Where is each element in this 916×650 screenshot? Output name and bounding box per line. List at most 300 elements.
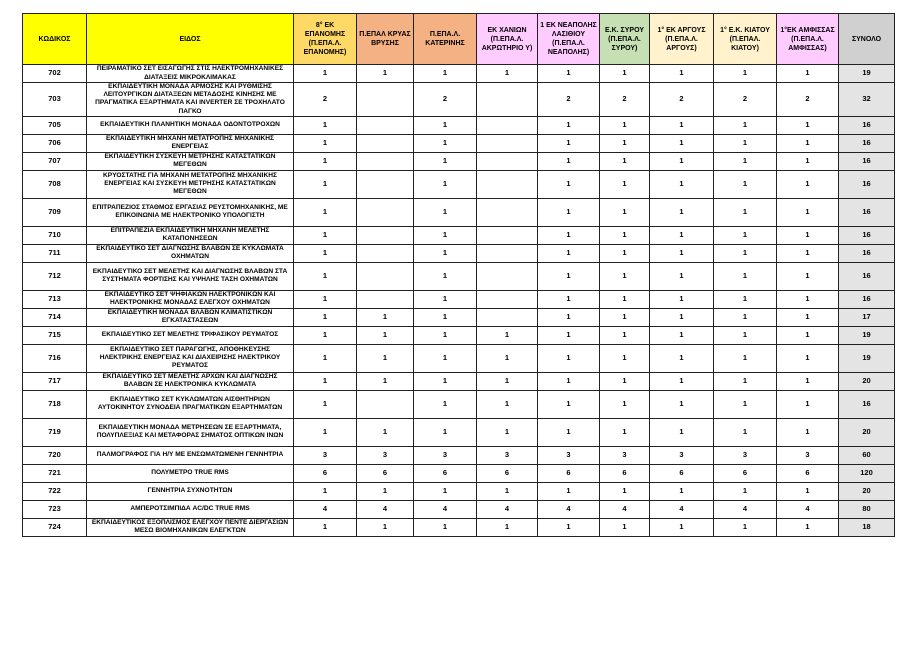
quantity-cell: 1 bbox=[714, 198, 777, 226]
quantity-cell: 1 bbox=[357, 372, 414, 390]
column-header-school: 8° ΕΚ ΕΠΑΝΟΜΗΣ (Π.ΕΠΑ.Λ. ΕΠΑΝΟΜΗΣ) bbox=[294, 14, 357, 65]
item-code-cell: 722 bbox=[23, 482, 87, 500]
total-cell: 16 bbox=[839, 262, 895, 290]
table-row bbox=[23, 308, 895, 326]
quantity-cell: 6 bbox=[414, 464, 477, 482]
quantity-cell: 1 bbox=[600, 116, 650, 134]
quantity-cell: 1 bbox=[777, 116, 839, 134]
quantity-cell: 1 bbox=[538, 198, 600, 226]
quantity-cell: 1 bbox=[777, 198, 839, 226]
quantity-cell bbox=[477, 308, 538, 326]
column-header-code: ΚΩΔΙΚΟΣ bbox=[23, 14, 87, 65]
table-row bbox=[23, 326, 895, 344]
quantity-cell bbox=[477, 152, 538, 170]
quantity-cell bbox=[477, 244, 538, 262]
quantity-cell: 6 bbox=[650, 464, 714, 482]
quantity-cell: 3 bbox=[538, 446, 600, 464]
quantity-cell: 4 bbox=[600, 500, 650, 518]
quantity-cell: 1 bbox=[600, 326, 650, 344]
quantity-cell: 1 bbox=[538, 152, 600, 170]
quantity-cell: 2 bbox=[650, 83, 714, 117]
quantity-cell: 1 bbox=[714, 244, 777, 262]
item-description-cell: ΕΚΠΑΙΔΕΥΤΙΚΟ ΣΕΤ ΜΕΛΕΤΗΣ ΤΡΙΦΑΣΙΚΟΥ ΡΕΥΜΑΤΟΣ bbox=[87, 326, 294, 344]
quantity-cell: 4 bbox=[477, 500, 538, 518]
quantity-cell: 3 bbox=[414, 446, 477, 464]
quantity-cell: 1 bbox=[414, 390, 477, 418]
total-cell: 60 bbox=[839, 446, 895, 464]
quantity-cell: 1 bbox=[600, 65, 650, 83]
item-description-cell: ΕΚΠΑΙΔΕΥΤΙΚΗ ΠΛΑΝΗΤΙΚΗ ΜΟΝΑΔΑ ΟΔΟΝΤΟΤΡΟΧΩΝ bbox=[87, 116, 294, 134]
quantity-cell: 1 bbox=[714, 518, 777, 536]
quantity-cell: 6 bbox=[714, 464, 777, 482]
table-row bbox=[23, 83, 895, 117]
column-header-school: Π.ΕΠΑ.Λ. ΚΑΤΕΡΙΝΗΣ bbox=[414, 14, 477, 65]
quantity-cell: 3 bbox=[600, 446, 650, 464]
quantity-cell: 1 bbox=[600, 152, 650, 170]
total-cell: 20 bbox=[839, 418, 895, 446]
item-description-cell: ΕΚΠΑΙΔΕΥΤΙΚΟ ΣΕΤ ΜΕΛΕΤΗΣ ΑΡΧΩΝ ΚΑΙ ΔΙΑΓΝΩΣΗΣ ΒΛΑΒΩΝ ΣΕ ΗΛΕΚΤΡΟΝΙΚΑ ΚΥΚΛΩΜΑΤΑ bbox=[87, 372, 294, 390]
quantity-cell: 2 bbox=[294, 83, 357, 117]
quantity-cell: 1 bbox=[538, 262, 600, 290]
quantity-cell: 1 bbox=[414, 262, 477, 290]
total-cell: 17 bbox=[839, 308, 895, 326]
quantity-cell: 6 bbox=[294, 464, 357, 482]
quantity-cell: 1 bbox=[650, 344, 714, 372]
table-row bbox=[23, 134, 895, 152]
quantity-cell: 1 bbox=[650, 482, 714, 500]
table-row bbox=[23, 482, 895, 500]
table-row bbox=[23, 170, 895, 198]
table-row bbox=[23, 446, 895, 464]
item-code-cell: 714 bbox=[23, 308, 87, 326]
quantity-cell: 3 bbox=[294, 446, 357, 464]
item-description-cell: ΠΑΛΜΟΓΡΑΦΟΣ ΓΙΑ Η/Υ ΜΕ ΕΝΣΩΜΑΤΩΜΕΝΗ ΓΕΝΝΗΤΡΙΑ bbox=[87, 446, 294, 464]
quantity-cell: 1 bbox=[777, 482, 839, 500]
quantity-cell: 1 bbox=[294, 134, 357, 152]
quantity-cell: 1 bbox=[600, 226, 650, 244]
total-cell: 16 bbox=[839, 244, 895, 262]
quantity-cell: 4 bbox=[714, 500, 777, 518]
table-row bbox=[23, 500, 895, 518]
quantity-cell: 1 bbox=[714, 308, 777, 326]
quantity-cell: 1 bbox=[714, 170, 777, 198]
table-row bbox=[23, 464, 895, 482]
quantity-cell: 1 bbox=[650, 262, 714, 290]
quantity-cell: 2 bbox=[414, 83, 477, 117]
quantity-cell: 1 bbox=[357, 482, 414, 500]
quantity-cell: 1 bbox=[600, 262, 650, 290]
quantity-cell: 3 bbox=[650, 446, 714, 464]
quantity-cell: 2 bbox=[777, 83, 839, 117]
item-code-cell: 717 bbox=[23, 372, 87, 390]
quantity-cell: 1 bbox=[357, 65, 414, 83]
item-code-cell: 712 bbox=[23, 262, 87, 290]
quantity-cell: 1 bbox=[538, 116, 600, 134]
item-code-cell: 702 bbox=[23, 65, 87, 83]
quantity-cell: 1 bbox=[777, 65, 839, 83]
item-code-cell: 723 bbox=[23, 500, 87, 518]
quantity-cell: 1 bbox=[714, 226, 777, 244]
quantity-cell: 1 bbox=[294, 308, 357, 326]
quantity-cell: 1 bbox=[294, 152, 357, 170]
quantity-cell: 1 bbox=[777, 518, 839, 536]
quantity-cell: 1 bbox=[414, 372, 477, 390]
quantity-cell: 1 bbox=[477, 326, 538, 344]
item-code-cell: 721 bbox=[23, 464, 87, 482]
quantity-cell: 1 bbox=[600, 134, 650, 152]
quantity-cell: 1 bbox=[650, 198, 714, 226]
quantity-cell: 1 bbox=[538, 390, 600, 418]
quantity-cell: 1 bbox=[538, 418, 600, 446]
quantity-cell: 6 bbox=[538, 464, 600, 482]
quantity-cell: 1 bbox=[294, 390, 357, 418]
total-cell: 16 bbox=[839, 170, 895, 198]
quantity-cell: 1 bbox=[294, 170, 357, 198]
item-code-cell: 716 bbox=[23, 344, 87, 372]
quantity-cell bbox=[477, 290, 538, 308]
quantity-cell: 1 bbox=[414, 290, 477, 308]
total-cell: 16 bbox=[839, 290, 895, 308]
item-description-cell: ΕΚΠΑΙΔΕΥΤΙΚΟ ΣΕΤ ΠΑΡΑΓΩΓΗΣ, ΑΠΟΘΗΚΕΥΣΗΣ ΗΛΕΚΤΡΙΚΗΣ ΕΝΕΡΓΕΙΑΣ ΚΑΙ ΔΙΑΧΕΙΡΙΣΗΣ ΗΛΕΚΤΡΙΚΟΥ ΡΕΥΜΑΤΟΣ bbox=[87, 344, 294, 372]
quantity-cell: 1 bbox=[777, 134, 839, 152]
quantity-cell: 1 bbox=[600, 482, 650, 500]
total-cell: 20 bbox=[839, 482, 895, 500]
quantity-cell: 1 bbox=[650, 326, 714, 344]
item-description-cell: ΕΠΙΤΡΑΠΕΖΙΑ ΕΚΠΑΙΔΕΥΤΙΚΗ ΜΗΧΑΝΗ ΜΕΛΕΤΗΣ ΚΑΤΑΠΟΝΗΣΕΩΝ bbox=[87, 226, 294, 244]
item-code-cell: 710 bbox=[23, 226, 87, 244]
item-description-cell: ΚΡΥΟΣΤΑΤΗΣ ΓΙΑ ΜΗΧΑΝΗ ΜΕΤΑΤΡΟΠΗΣ ΜΗΧΑΝΙΚΗΣ ΕΝΕΡΓΕΙΑΣ ΚΑΙ ΣΥΣΚΕΥΗ ΜΕΤΡΗΣΗΣ ΚΑΤΑΣΤΑΤΙΚΩΝ ΜΕΓΕΘΩΝ bbox=[87, 170, 294, 198]
table-row bbox=[23, 152, 895, 170]
item-code-cell: 703 bbox=[23, 83, 87, 117]
quantity-cell: 1 bbox=[538, 65, 600, 83]
item-description-cell: ΕΚΠΑΙΔΕΥΤΙΚΗ ΜΟΝΑΔΑ ΒΛΑΒΩΝ ΚΛΙΜΑΤΙΣΤΙΚΩΝ ΕΓΚΑΤΑΣΤΑΣΕΩΝ bbox=[87, 308, 294, 326]
quantity-cell: 1 bbox=[414, 152, 477, 170]
quantity-cell: 1 bbox=[600, 372, 650, 390]
quantity-cell: 3 bbox=[477, 446, 538, 464]
total-cell: 19 bbox=[839, 326, 895, 344]
item-description-cell: ΕΚΠΑΙΔΕΥΤΙΚΟΣ ΕΞΟΠΛΙΣΜΟΣ ΕΛΕΓΧΟΥ ΠΕΝΤΕ ΔΙΕΡΓΑΣΙΩΝ ΜΕΣΩ ΒΙΟΜΗΧΑΝΙΚΩΝ ΕΛΕΓΚΤΩΝ bbox=[87, 518, 294, 536]
quantity-cell bbox=[477, 116, 538, 134]
quantity-cell: 1 bbox=[477, 344, 538, 372]
table-row bbox=[23, 372, 895, 390]
quantity-cell bbox=[357, 170, 414, 198]
quantity-cell bbox=[357, 226, 414, 244]
item-code-cell: 706 bbox=[23, 134, 87, 152]
quantity-cell: 1 bbox=[650, 152, 714, 170]
quantity-cell: 1 bbox=[538, 482, 600, 500]
table-header bbox=[23, 14, 895, 65]
quantity-cell: 1 bbox=[294, 344, 357, 372]
quantity-cell: 1 bbox=[357, 344, 414, 372]
quantity-cell: 4 bbox=[777, 500, 839, 518]
quantity-cell: 1 bbox=[357, 518, 414, 536]
quantity-cell: 4 bbox=[357, 500, 414, 518]
quantity-cell: 1 bbox=[714, 344, 777, 372]
table-row bbox=[23, 65, 895, 83]
quantity-cell: 1 bbox=[538, 326, 600, 344]
quantity-cell: 1 bbox=[600, 344, 650, 372]
quantity-cell: 1 bbox=[714, 134, 777, 152]
quantity-cell: 1 bbox=[294, 116, 357, 134]
quantity-cell: 1 bbox=[357, 418, 414, 446]
column-header-school: 1° ΕΚ ΑΡΓΟΥΣ (Π.ΕΠΑ.Λ. ΑΡΓΟΥΣ) bbox=[650, 14, 714, 65]
quantity-cell: 1 bbox=[357, 308, 414, 326]
quantity-cell bbox=[357, 134, 414, 152]
total-cell: 120 bbox=[839, 464, 895, 482]
table-row bbox=[23, 290, 895, 308]
item-code-cell: 705 bbox=[23, 116, 87, 134]
quantity-cell: 1 bbox=[414, 326, 477, 344]
quantity-cell: 1 bbox=[294, 482, 357, 500]
total-cell: 16 bbox=[839, 134, 895, 152]
quantity-cell bbox=[477, 170, 538, 198]
quantity-cell: 1 bbox=[650, 390, 714, 418]
quantity-cell: 1 bbox=[414, 308, 477, 326]
item-description-cell: ΕΚΠΑΙΔΕΥΤΙΚΟ ΣΕΤ ΜΕΛΕΤΗΣ ΚΑΙ ΔΙΑΓΝΩΣΗΣ ΒΛΑΒΩΝ ΣΤΑ ΣΥΣΤΗΜΑΤΑ ΦΟΡΤΙΣΗΣ ΚΑΙ ΥΨΗΛΗΣ ΤΑΣΗ ΟΧΗΜΑΤΩΝ bbox=[87, 262, 294, 290]
quantity-cell: 1 bbox=[477, 65, 538, 83]
quantity-cell: 1 bbox=[600, 418, 650, 446]
quantity-cell: 1 bbox=[538, 290, 600, 308]
quantity-cell: 1 bbox=[600, 390, 650, 418]
quantity-cell: 3 bbox=[777, 446, 839, 464]
total-cell: 32 bbox=[839, 83, 895, 117]
quantity-cell bbox=[477, 134, 538, 152]
total-cell: 19 bbox=[839, 65, 895, 83]
quantity-cell: 1 bbox=[294, 65, 357, 83]
quantity-cell: 1 bbox=[714, 482, 777, 500]
quantity-cell: 1 bbox=[600, 244, 650, 262]
quantity-cell: 1 bbox=[714, 418, 777, 446]
table-row bbox=[23, 518, 895, 536]
item-code-cell: 711 bbox=[23, 244, 87, 262]
quantity-cell: 1 bbox=[650, 518, 714, 536]
total-cell: 16 bbox=[839, 390, 895, 418]
item-description-cell: ΕΚΠΑΙΔΕΥΤΙΚΗ ΜΟΝΑΔΑ ΑΡΜΟΣΗΣ ΚΑΙ ΡΥΘΜΙΣΗΣ ΛΕΙΤΟΥΡΓΙΚΩΝ ΔΙΑΤΑΞΕΩΝ ΜΕΤΑΔΟΣΗΣ ΚΙΝΗΣΗΣ ΜΕ ΠΡΑΓΜΑΤΙΚΑ ΕΞΑΡΤΗΜΑΤΑ ΚΑΙ INVERTER ΣΕ ΤΡΟΧΗΛΑΤΟ ΠΑΓΚΟ bbox=[87, 83, 294, 117]
quantity-cell: 1 bbox=[600, 198, 650, 226]
quantity-cell: 6 bbox=[477, 464, 538, 482]
quantity-cell bbox=[357, 290, 414, 308]
quantity-cell bbox=[477, 262, 538, 290]
column-header-school: 1°ΕΚ ΑΜΦΙΣΣΑΣ (Π.ΕΠΑ.Λ. ΑΜΦΙΣΣΑΣ) bbox=[777, 14, 839, 65]
quantity-cell: 1 bbox=[538, 308, 600, 326]
item-description-cell: ΓΕΝΝΗΤΡΙΑ ΣΥΧΝΟΤΗΤΩΝ bbox=[87, 482, 294, 500]
quantity-cell: 1 bbox=[650, 134, 714, 152]
quantity-cell: 1 bbox=[650, 418, 714, 446]
quantity-cell: 1 bbox=[777, 326, 839, 344]
quantity-cell: 4 bbox=[414, 500, 477, 518]
quantity-cell: 1 bbox=[477, 372, 538, 390]
quantity-cell: 1 bbox=[414, 198, 477, 226]
item-code-cell: 720 bbox=[23, 446, 87, 464]
column-header-school: Ε.Κ. ΣΥΡΟΥ (Π.ΕΠΑ.Λ. ΣΥΡΟΥ) bbox=[600, 14, 650, 65]
quantity-cell: 1 bbox=[477, 390, 538, 418]
quantity-cell: 1 bbox=[414, 116, 477, 134]
table-row bbox=[23, 226, 895, 244]
quantity-cell: 3 bbox=[714, 446, 777, 464]
total-cell: 16 bbox=[839, 226, 895, 244]
column-header-school: 1 ΕΚ ΝΕΑΠΟΛΗΣ ΛΑΣΙΘΙΟΥ (Π.ΕΠΑ.Λ. ΝΕΑΠΟΛΗΣ) bbox=[538, 14, 600, 65]
total-cell: 18 bbox=[839, 518, 895, 536]
item-description-cell: ΕΚΠΑΙΔΕΥΤΙΚΟ ΣΕΤ ΚΥΚΛΩΜΑΤΩΝ ΑΙΣΘΗΤΗΡΙΩΝ ΑΥΤΟΚΙΝΗΤΟΥ ΣΥΝΟΔΕΙΑ ΠΡΑΓΜΑΤΙΚΩΝ ΕΞΑΡΤΗΜΑΤΩΝ bbox=[87, 390, 294, 418]
column-header-school: ΕΚ ΧΑΝΙΩΝ (Π.ΕΠΑ.Λ. ΑΚΡΩΤΗΡΙΟ Υ) bbox=[477, 14, 538, 65]
total-cell: 80 bbox=[839, 500, 895, 518]
quantity-cell: 1 bbox=[538, 372, 600, 390]
item-description-cell: ΑΜΠΕΡΟΤΣΙΜΠΙΔΑ AC/DC TRUE RMS bbox=[87, 500, 294, 518]
quantity-cell: 2 bbox=[538, 83, 600, 117]
equipment-table-sheet bbox=[22, 13, 895, 537]
table-row bbox=[23, 244, 895, 262]
quantity-cell: 1 bbox=[414, 518, 477, 536]
quantity-cell: 1 bbox=[600, 170, 650, 198]
quantity-cell: 1 bbox=[294, 518, 357, 536]
column-header-school: Π.ΕΠΑΛ ΚΡΥΑΣ ΒΡΥΣΗΣ bbox=[357, 14, 414, 65]
quantity-cell: 1 bbox=[414, 170, 477, 198]
table-row bbox=[23, 344, 895, 372]
quantity-cell bbox=[357, 244, 414, 262]
item-code-cell: 715 bbox=[23, 326, 87, 344]
column-header-school: 1° Ε.Κ. ΚΙΑΤΟΥ (Π.ΕΠΑΛ. ΚΙΑΤΟΥ) bbox=[714, 14, 777, 65]
quantity-cell: 1 bbox=[600, 290, 650, 308]
item-code-cell: 718 bbox=[23, 390, 87, 418]
quantity-cell: 1 bbox=[777, 308, 839, 326]
table-row bbox=[23, 198, 895, 226]
quantity-cell: 1 bbox=[650, 308, 714, 326]
quantity-cell: 1 bbox=[714, 372, 777, 390]
quantity-cell: 1 bbox=[714, 262, 777, 290]
quantity-cell: 1 bbox=[777, 372, 839, 390]
quantity-cell: 1 bbox=[714, 290, 777, 308]
quantity-cell: 1 bbox=[538, 226, 600, 244]
quantity-cell: 1 bbox=[714, 326, 777, 344]
quantity-cell: 1 bbox=[477, 418, 538, 446]
quantity-cell: 6 bbox=[357, 464, 414, 482]
quantity-cell: 2 bbox=[714, 83, 777, 117]
item-code-cell: 708 bbox=[23, 170, 87, 198]
quantity-cell bbox=[357, 390, 414, 418]
total-cell: 16 bbox=[839, 152, 895, 170]
quantity-cell: 1 bbox=[538, 134, 600, 152]
quantity-cell: 3 bbox=[357, 446, 414, 464]
quantity-cell: 6 bbox=[600, 464, 650, 482]
table-row bbox=[23, 116, 895, 134]
item-description-cell: ΠΕΙΡΑΜΑΤΙΚΟ ΣΕΤ ΕΙΣΑΓΩΓΗΣ ΣΤΙΣ ΗΛΕΚΤΡΟΜΗΧΑΝΙΚΕΣ ΔΙΑΤΑΞΕΙΣ ΜΙΚΡΟΚΛΙΜΑΚΑΣ bbox=[87, 65, 294, 83]
quantity-cell: 1 bbox=[777, 170, 839, 198]
quantity-cell: 1 bbox=[294, 372, 357, 390]
quantity-cell: 1 bbox=[414, 344, 477, 372]
quantity-cell: 1 bbox=[538, 344, 600, 372]
item-description-cell: ΕΚΠΑΙΔΕΥΤΙΚΟ ΣΕΤ ΨΗΦΙΑΚΩΝ ΗΛΕΚΤΡΟΝΙΚΩΝ ΚΑΙ ΗΛΕΚΤΡΟΝΙΚΗΣ ΜΟΝΑΔΑΣ ΕΛΕΓΧΟΥ ΟΧΗΜΑΤΩΝ bbox=[87, 290, 294, 308]
quantity-cell bbox=[357, 262, 414, 290]
quantity-cell: 1 bbox=[414, 134, 477, 152]
table-row bbox=[23, 418, 895, 446]
quantity-cell: 2 bbox=[600, 83, 650, 117]
quantity-cell: 1 bbox=[477, 518, 538, 536]
quantity-cell: 1 bbox=[650, 372, 714, 390]
quantity-cell: 6 bbox=[777, 464, 839, 482]
table-body bbox=[23, 65, 895, 537]
item-description-cell: ΕΚΠΑΙΔΕΥΤΙΚΗ ΣΥΣΚΕΥΗ ΜΕΤΡΗΣΗΣ ΚΑΤΑΣΤΑΤΙΚΩΝ ΜΕΓΕΘΩΝ bbox=[87, 152, 294, 170]
quantity-cell: 1 bbox=[777, 152, 839, 170]
equipment-distribution-table bbox=[22, 13, 895, 537]
quantity-cell: 4 bbox=[294, 500, 357, 518]
quantity-cell bbox=[477, 226, 538, 244]
item-description-cell: ΕΚΠΑΙΔΕΥΤΙΚΟ ΣΕΤ ΔΙΑΓΝΩΣΗΣ ΒΛΑΒΩΝ ΣΕ ΚΥΚΛΩΜΑΤΑ ΟΧΗΜΑΤΩΝ bbox=[87, 244, 294, 262]
item-description-cell: ΕΚΠΑΙΔΕΥΤΙΚΗ ΜΟΝΑΔΑ ΜΕΤΡΗΣΕΩΝ ΣΕ ΕΞΑΡΤΗΜΑΤΑ, ΠΟΛΥΠΛΕΞΙΑΣ ΚΑΙ ΜΕΤΑΦΟΡΑΣ ΣΗΜΑΤΟΣ ΟΠΤΙΚΩΝ ΙΝΩΝ bbox=[87, 418, 294, 446]
quantity-cell: 1 bbox=[777, 390, 839, 418]
quantity-cell: 1 bbox=[714, 65, 777, 83]
quantity-cell: 1 bbox=[414, 482, 477, 500]
quantity-cell: 4 bbox=[650, 500, 714, 518]
quantity-cell: 1 bbox=[294, 198, 357, 226]
total-cell: 16 bbox=[839, 116, 895, 134]
total-cell: 19 bbox=[839, 344, 895, 372]
quantity-cell bbox=[477, 83, 538, 117]
quantity-cell: 1 bbox=[714, 116, 777, 134]
quantity-cell: 1 bbox=[714, 152, 777, 170]
quantity-cell bbox=[357, 198, 414, 226]
quantity-cell: 1 bbox=[357, 326, 414, 344]
item-description-cell: ΠΟΛΥΜΕΤΡΟ TRUE RMS bbox=[87, 464, 294, 482]
item-code-cell: 709 bbox=[23, 198, 87, 226]
quantity-cell: 1 bbox=[777, 226, 839, 244]
table-row bbox=[23, 262, 895, 290]
quantity-cell: 1 bbox=[650, 116, 714, 134]
quantity-cell: 1 bbox=[600, 518, 650, 536]
total-cell: 20 bbox=[839, 372, 895, 390]
quantity-cell: 1 bbox=[294, 290, 357, 308]
quantity-cell: 1 bbox=[777, 244, 839, 262]
total-cell: 16 bbox=[839, 198, 895, 226]
quantity-cell: 1 bbox=[650, 244, 714, 262]
table-row bbox=[23, 390, 895, 418]
quantity-cell bbox=[357, 116, 414, 134]
column-header-item: ΕΙΔΟΣ bbox=[87, 14, 294, 65]
quantity-cell: 1 bbox=[294, 226, 357, 244]
item-description-cell: ΕΚΠΑΙΔΕΥΤΙΚΗ ΜΗΧΑΝΗ ΜΕΤΑΤΡΟΠΗΣ ΜΗΧΑΝΙΚΗΣ ΕΝΕΡΓΕΙΑΣ bbox=[87, 134, 294, 152]
quantity-cell: 1 bbox=[477, 482, 538, 500]
item-description-cell: ΕΠΙΤΡΑΠΕΖΙΟΣ ΣΤΑΘΜΟΣ ΕΡΓΑΣΙΑΣ ΡΕΥΣΤΟΜΗΧΑΝΙΚΗΣ, ΜΕ ΕΠΙΚΟΙΝΩΝΙΑ ΜΕ ΗΛΕΚΤΡΟΝΙΚΟ ΥΠΟΛΟΓΙΣΤΗ bbox=[87, 198, 294, 226]
quantity-cell: 1 bbox=[650, 170, 714, 198]
quantity-cell: 1 bbox=[414, 418, 477, 446]
quantity-cell: 1 bbox=[777, 344, 839, 372]
quantity-cell: 1 bbox=[650, 290, 714, 308]
quantity-cell: 1 bbox=[538, 518, 600, 536]
quantity-cell: 1 bbox=[414, 65, 477, 83]
item-code-cell: 707 bbox=[23, 152, 87, 170]
item-code-cell: 713 bbox=[23, 290, 87, 308]
quantity-cell: 1 bbox=[294, 418, 357, 446]
quantity-cell: 1 bbox=[294, 262, 357, 290]
item-code-cell: 719 bbox=[23, 418, 87, 446]
quantity-cell: 1 bbox=[650, 226, 714, 244]
quantity-cell bbox=[357, 152, 414, 170]
quantity-cell: 1 bbox=[294, 326, 357, 344]
quantity-cell: 1 bbox=[538, 244, 600, 262]
quantity-cell: 1 bbox=[414, 226, 477, 244]
quantity-cell: 1 bbox=[650, 65, 714, 83]
quantity-cell: 1 bbox=[777, 290, 839, 308]
column-header-total: ΣΥΝΟΛΟ bbox=[839, 14, 895, 65]
quantity-cell: 1 bbox=[538, 170, 600, 198]
quantity-cell: 1 bbox=[714, 390, 777, 418]
quantity-cell bbox=[357, 83, 414, 117]
quantity-cell: 4 bbox=[538, 500, 600, 518]
quantity-cell: 1 bbox=[294, 244, 357, 262]
quantity-cell: 1 bbox=[414, 244, 477, 262]
quantity-cell: 1 bbox=[777, 262, 839, 290]
quantity-cell bbox=[477, 198, 538, 226]
item-code-cell: 724 bbox=[23, 518, 87, 536]
